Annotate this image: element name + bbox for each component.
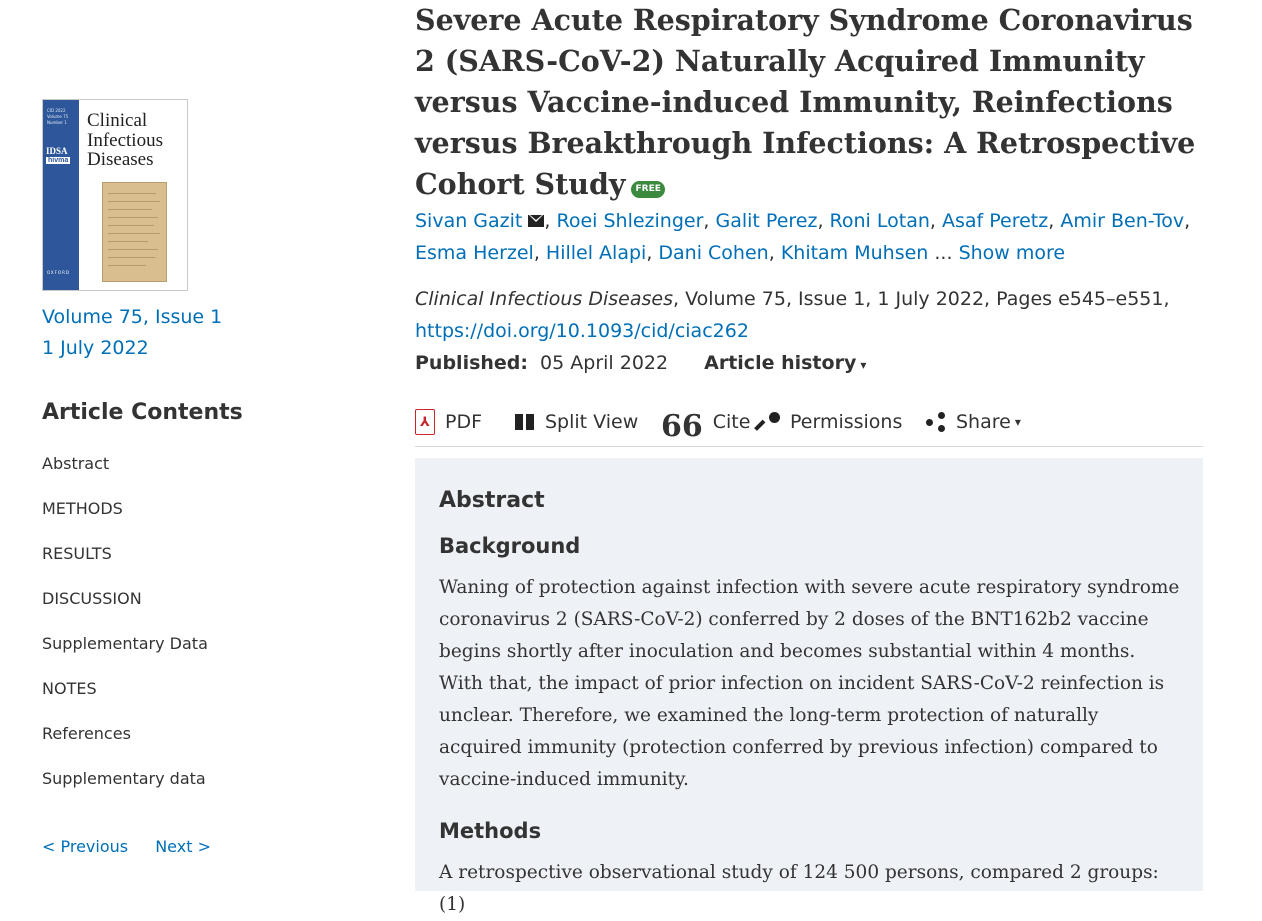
background-text: Waning of protection against infection with severe acute respiratory syndrome coronavirus 2 (SARS-CoV-2) conferred by 2 doses of the BNT162b2 vaccine begins shortly after inoculation and becomes substantial within 4 months. With that, the impact of prior infection on incident SARS-CoV-2 reinfection is unclear. Therefore, we examined the long-term protection of naturally acquired immunity (protection conferred by previous infection) compared to vaccine-induced immunity. — [439, 577, 1180, 790]
publication-row — [415, 347, 866, 381]
next-article-link[interactable]: Next > — [155, 837, 211, 856]
toc-item-results[interactable]: RESULTS — [42, 544, 112, 563]
cover-manuscript-image — [102, 182, 167, 282]
cover-title: Clinical Infectious Diseases — [87, 110, 163, 170]
article-title-text: Severe Acute Respiratory Syndrome Coronavirus 2 (SARS-CoV-2) Naturally Acquired Immunity versus Vaccine-induced Immunity, Reinfections versus Breakthrough Infections: A Retrospective Cohort Study — [415, 3, 1196, 201]
permissions-button[interactable] — [760, 404, 902, 440]
chevron-down-icon: ▾ — [1014, 415, 1021, 429]
article-toolbar — [415, 404, 1203, 447]
toc-item-notes[interactable]: NOTES — [42, 679, 97, 698]
share-label: Share — [956, 411, 1011, 433]
abstract-section — [415, 458, 1203, 915]
published-date: 05 April 2022 — [540, 352, 669, 374]
quote-icon: 66 — [661, 409, 703, 444]
cover-spine-text: Number 1 — [47, 120, 67, 125]
show-more-authors-link[interactable]: Show more — [958, 242, 1066, 264]
article-history-dropdown[interactable] — [704, 352, 866, 374]
cover-spine-text: Volume 75 — [47, 114, 69, 119]
share-icon — [926, 412, 946, 432]
journal-cover-image[interactable] — [42, 99, 188, 291]
toc-item-methods[interactable]: METHODS — [42, 499, 123, 518]
email-icon[interactable] — [528, 215, 544, 227]
toc-item-abstract[interactable]: Abstract — [42, 454, 110, 473]
pdf-icon: ⅄ — [415, 409, 435, 435]
citation-line — [415, 283, 1205, 347]
background-heading: Background — [439, 534, 581, 558]
cite-button[interactable] — [661, 404, 751, 444]
author-list: Sivan Gazit , Roei Shlezinger, Galit Perez, Roni Lotan, Asaf Peretz, Amir Ben-Tov, Esma Herzel, Hillel Alapi, Dani Cohen, Khitam Muhsen ... Show more — [415, 210, 1191, 264]
chevron-down-icon: ▾ — [860, 358, 867, 372]
methods-heading: Methods — [439, 819, 542, 843]
split-view-label: Split View — [545, 411, 639, 433]
pdf-button[interactable] — [415, 404, 482, 440]
pdf-label: PDF — [445, 411, 483, 433]
issue-date-link[interactable]: 1 July 2022 — [42, 337, 149, 359]
author-link[interactable]: Dani Cohen — [658, 242, 769, 264]
free-badge: FREE — [631, 181, 664, 198]
article-history-label: Article history — [704, 352, 857, 374]
author-link[interactable]: Amir Ben-Tov — [1060, 210, 1185, 232]
journal-name: Clinical Infectious Diseases — [415, 288, 673, 310]
article-pagination — [42, 837, 233, 856]
split-view-icon — [515, 414, 535, 430]
citation-details: , Volume 75, Issue 1, 1 July 2022, Pages e545–e551, — [672, 288, 1170, 310]
share-dropdown[interactable] — [926, 404, 1021, 440]
permissions-label: Permissions — [790, 411, 903, 433]
article-title — [415, 0, 1205, 205]
volume-issue-link[interactable]: Volume 75, Issue 1 — [42, 306, 223, 328]
author-link[interactable]: Hillel Alapi — [545, 242, 647, 264]
toc-item-references[interactable]: References — [42, 724, 131, 743]
previous-article-link[interactable]: < Previous — [42, 837, 129, 856]
published-label: Published: — [415, 352, 528, 374]
cite-label: Cite — [712, 411, 751, 433]
hivma-logo: hivma — [48, 157, 69, 164]
article-contents-heading: Article Contents — [42, 400, 243, 425]
author-link[interactable]: Khitam Muhsen — [780, 242, 929, 264]
issue-info — [42, 302, 222, 364]
article-contents-list — [42, 450, 208, 810]
author-link[interactable]: Asaf Peretz — [941, 210, 1049, 232]
toc-item-supplementary-data-2[interactable]: Supplementary data — [42, 769, 206, 788]
cover-spine-text: CID 2022 — [47, 108, 66, 113]
author-link[interactable]: Galit Perez — [715, 210, 818, 232]
methods-text: A retrospective observational study of 124 500 persons, compared 2 groups: (1) — [439, 862, 1159, 915]
toc-item-discussion[interactable]: DISCUSSION — [42, 589, 142, 608]
author-link[interactable]: Roni Lotan — [829, 210, 930, 232]
oxford-logo: OXFORD — [47, 270, 70, 275]
cover-spine — [43, 100, 79, 290]
key-icon — [760, 412, 780, 432]
idsa-logo: IDSA — [46, 146, 68, 156]
authors-ellipsis: ... — [934, 242, 953, 264]
author-link[interactable]: Roei Shlezinger — [556, 210, 704, 232]
doi-link[interactable]: https://doi.org/10.1093/cid/ciac262 — [415, 320, 749, 342]
split-view-button[interactable] — [515, 404, 638, 440]
toc-item-supplementary-data[interactable]: Supplementary Data — [42, 634, 208, 653]
author-link[interactable]: Esma Herzel — [415, 242, 534, 264]
author-link[interactable]: Sivan Gazit — [415, 210, 523, 232]
abstract-heading: Abstract — [439, 488, 545, 513]
